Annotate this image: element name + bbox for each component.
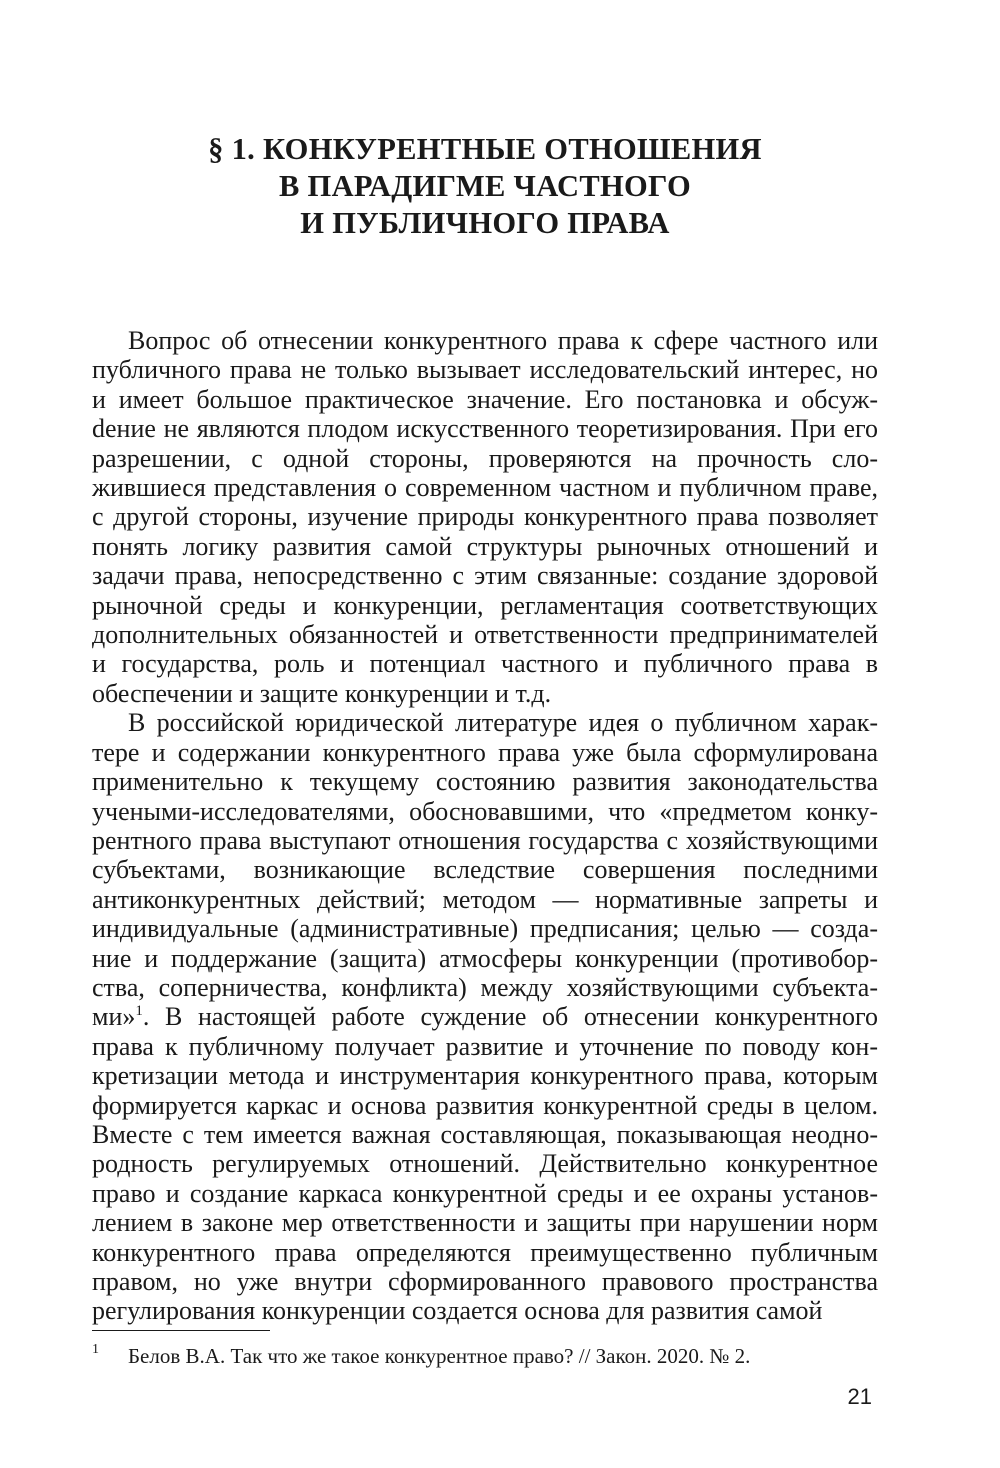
heading-line-1: § 1. КОНКУРЕНТНЫЕ ОТНОШЕНИЯ	[208, 132, 762, 166]
footnote-reference[interactable]: 1	[135, 1003, 143, 1020]
page-number: 21	[847, 1384, 872, 1409]
paragraph-2-part-2: . В настоящей работе суждение об отнесении конкурентного права к публичному получает развитие и уточнение по поводу конкретизации метода и инструментария конкурентного права, которым формируется каркас и основа развития конкурентной среды в целом. Вместе с тем имеется важная составляющая, показывающая неоднородность регулируемых отношений. Действительно конкурентное право и создание каркаса конкурентной среды и ее охраны установлением в законе мер ответственности и защиты при нарушении норм конкурентного права определяются преимущественно публичным правом, но уже внутри сформированного правового пространства регулирования конкуренции создается основа для развития самой	[92, 1002, 878, 1326]
footnote-separator	[92, 1330, 270, 1331]
section-heading	[92, 131, 878, 242]
heading-line-2: В ПАРАДИГМЕ ЧАСТНОГО	[278, 169, 692, 203]
heading-line-3: И ПУБЛИЧНОГО ПРАВА	[300, 206, 670, 240]
footnote-mark: 1	[92, 1342, 99, 1357]
footnote-text: Белов В.А. Так что же такое конкурентное право? // Закон. 2020. № 2.	[128, 1344, 751, 1368]
paragraph-2	[92, 708, 878, 1326]
paragraph-2-part-1: В российской юридической литературе идея о публичном характере и содержании конкурентного права уже была сформулирована применительно к текущему состоянию развития законодательства учеными-исследователями, обосновавшими, что «предметом конкурентного права выступают отношения государства с хозяйствующими субъектами, возникающие вследствие совершения последними антиконкурентных действий; методом — нормативные запреты и индивидуальные (административные) предписания; целью — создание и поддержание (защита) атмосферы конкуренции (противоборства, соперничества, конфликта) между хозяйствующими субъектами»	[92, 708, 878, 1032]
paragraph-1: Вопрос об отнесении конкурентного права к сфере частного или публичного права не только вызывает исследовательский интерес, но и имеет большое практическое значение. Его постановка и обсужdение не являются плодом искусственного теоретизирования. При его разрешении, с одной стороны, проверяются на прочность сложившиеся представления о современном частном и публичном праве, с другой стороны, изучение природы конкурентного права позволяет понять логику развития самой структуры рыночных отношений и задачи права, непосредственно с этим связанные: создание здоровой рыночной среды и конкуренции, регламентация соответствующих дополнительных обязанностей и ответственности предпринимателей и государства, роль и потенциал частного и публичного права в обеспечении и защите конкуренции и т.д.	[92, 326, 878, 708]
body-text	[92, 326, 878, 1326]
